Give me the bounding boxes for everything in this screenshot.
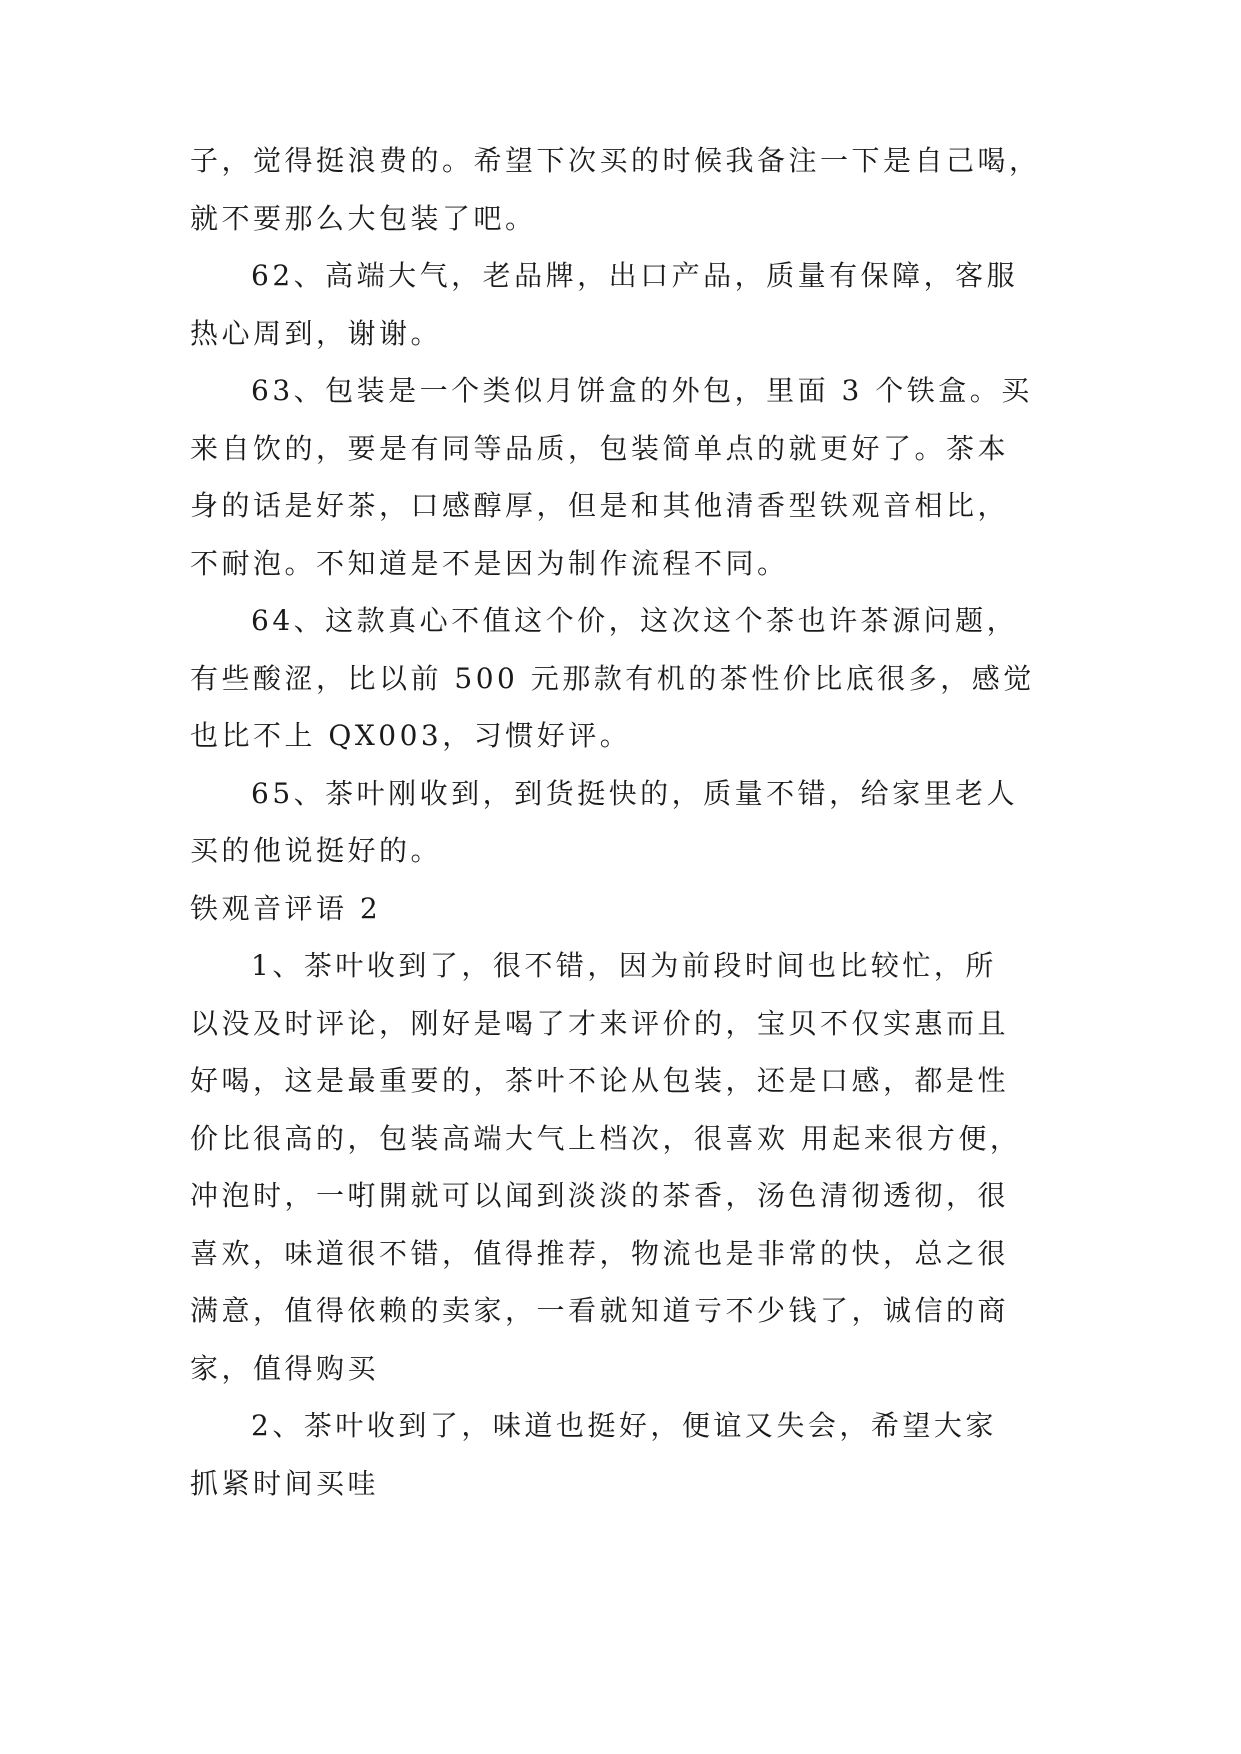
text-line: 也比不上 QX003，习惯好评。 bbox=[190, 719, 632, 752]
text-line: 买的他说挺好的。 bbox=[190, 834, 443, 867]
text-line: 1、茶叶收到了，很不错，因为前段时间也比较忙，所 bbox=[251, 949, 997, 982]
paragraph-continuation bbox=[190, 132, 1050, 247]
text-line: 来自饮的，要是有同等品质，包装简单点的就更好了。茶本 bbox=[190, 431, 1010, 465]
text-line: 64、这款真心不值这个价，这次这个茶也许茶源问题， bbox=[251, 604, 1019, 637]
paragraph-review-64 bbox=[190, 592, 1050, 765]
text-line: 62、高端大气，老品牌，出口产品，质量有保障，客服 bbox=[251, 259, 1019, 292]
text-line: 65、茶叶刚收到，到货挺快的，质量不错，给家里老人 bbox=[251, 776, 1019, 810]
text-line: 就不要那么大包装了吧。 bbox=[190, 201, 537, 235]
text-line: 家，值得购买 bbox=[190, 1351, 380, 1385]
text-line: 身的话是好茶，口感醇厚，但是和其他清香型铁观音相比， bbox=[190, 489, 1010, 522]
document-page bbox=[190, 132, 1050, 1512]
text-line: 满意，值得依赖的卖家，一看就知道亏不少钱了，诚信的商 bbox=[190, 1294, 1010, 1327]
paragraph-review-62 bbox=[190, 247, 1050, 362]
text-line: 有些酸涩，比以前 500 元那款有机的茶性价比底很多，感觉 bbox=[190, 661, 1035, 695]
text-line: 喜欢，味道很不错，值得推荐，物流也是非常的快，总之很 bbox=[190, 1236, 1010, 1270]
paragraph-review-1 bbox=[190, 937, 1050, 1397]
text-line: 不耐泡。不知道是不是因为制作流程不同。 bbox=[190, 546, 789, 580]
text-line: 热心周到，谢谢。 bbox=[190, 316, 443, 350]
text-line: 63、包装是一个类似月饼盒的外包，里面 3 个铁盒。买 bbox=[251, 374, 1033, 407]
paragraph-review-63 bbox=[190, 362, 1050, 592]
text-line: 抓紧时间买哇 bbox=[190, 1466, 380, 1500]
text-line: 好喝，这是最重要的，茶叶不论从包装，还是口感，都是性 bbox=[190, 1064, 1010, 1097]
text-line: 价比很高的，包装高端大气上档次，很喜欢 用起来很方便， bbox=[190, 1121, 1022, 1155]
text-line: 子，觉得挺浪费的。希望下次买的时候我备注一下是自己喝， bbox=[190, 144, 1041, 177]
text-line: 冲泡时，一咑開就可以闻到淡淡的茶香，汤色清彻透彻，很 bbox=[190, 1179, 1010, 1212]
text-line: 2、茶叶收到了，味道也挺好，便谊又失会，希望大家 bbox=[251, 1409, 997, 1442]
text-line: 以没及时评论，刚好是喝了才来评价的，宝贝不仅实惠而且 bbox=[190, 1006, 1010, 1040]
section-heading bbox=[190, 880, 1050, 938]
heading-text: 铁观音评语 2 bbox=[190, 891, 382, 925]
paragraph-review-65 bbox=[190, 765, 1050, 880]
paragraph-review-2 bbox=[190, 1397, 1050, 1512]
